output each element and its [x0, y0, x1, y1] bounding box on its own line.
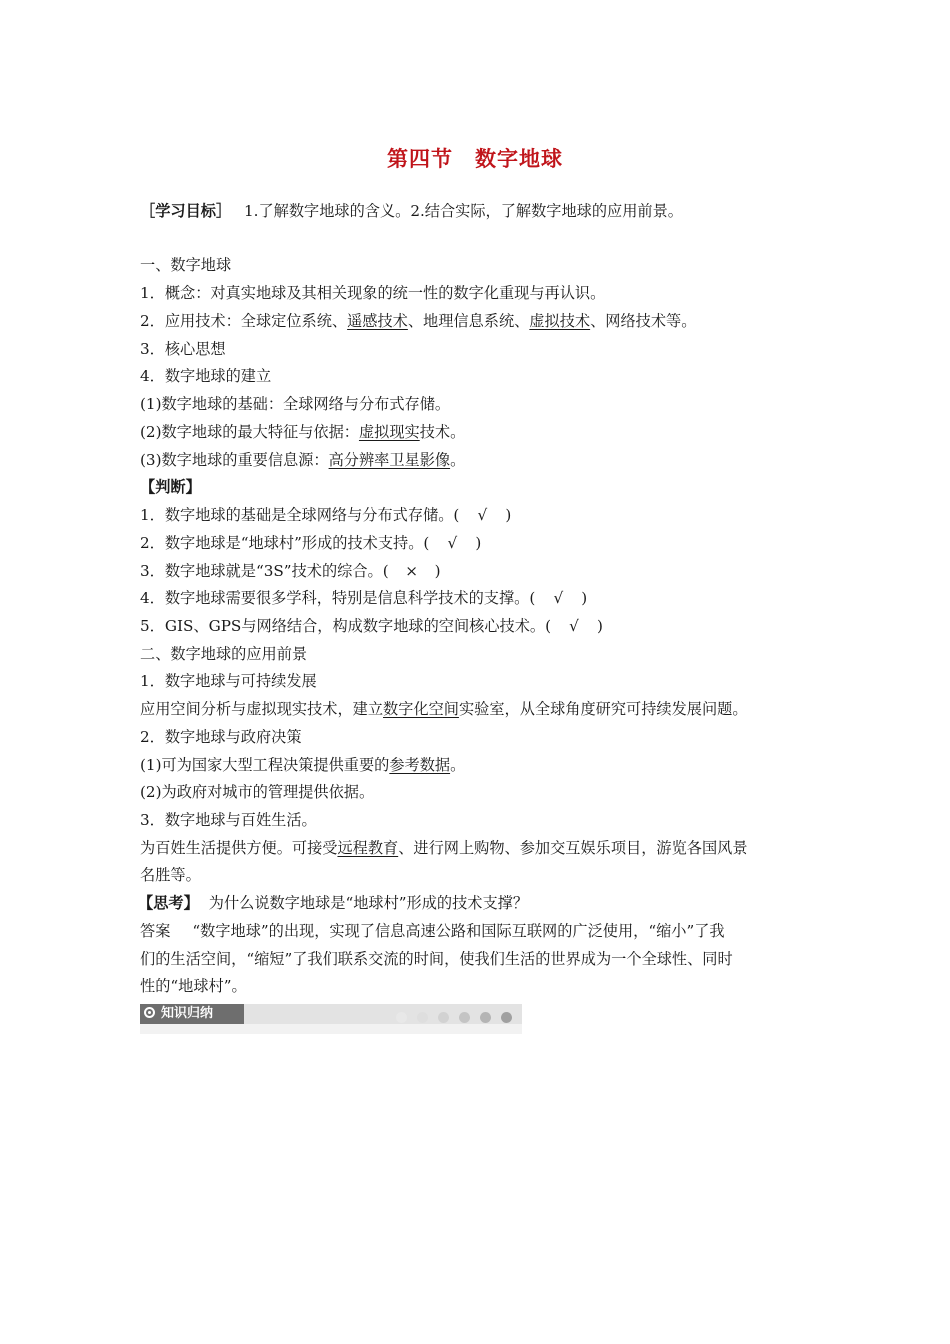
objectives-label: ［学习目标］ [140, 202, 232, 220]
judge-item [140, 533, 481, 553]
government-sub-1 [140, 755, 465, 775]
paren: ) [581, 589, 588, 607]
answer-line-2: 们的生活空间，“缩短”了我们联系交流的时间，使我们生活的世界成为一个全球性、同时 [140, 950, 733, 968]
check-mark: √ [447, 534, 458, 552]
daily-life-body-cont: 名胜等。 [140, 866, 201, 884]
objectives-text: 1.了解数字地球的含义。2.结合实际，了解数字地球的应用前景。 [243, 202, 683, 220]
check-mark: √ [477, 506, 488, 524]
sub-item-2 [140, 422, 465, 442]
underlined-answer: 虚拟技术 [529, 312, 591, 330]
answer-label: 答案 [140, 922, 171, 940]
dot-icon [438, 1012, 449, 1023]
judge-item [140, 505, 511, 525]
text-span: 、进行网上购物、参加交互娱乐项目，游览各国风景 [398, 839, 748, 857]
knowledge-summary-banner [140, 1004, 522, 1034]
paren: ) [475, 534, 482, 552]
judge-text: 1．数字地球的基础是全球网络与分布式存储。( [140, 506, 460, 524]
dot-icon [501, 1012, 512, 1023]
judge-item [140, 561, 441, 581]
dot-icon [459, 1012, 470, 1023]
text-span: 、地理信息系统、 [407, 312, 530, 330]
dot-icon [396, 1012, 407, 1023]
underlined-answer: 远程教育 [337, 839, 399, 857]
banner-shadow [140, 1024, 522, 1034]
check-mark: √ [569, 617, 579, 635]
sustainability-body [140, 699, 748, 719]
text-span: 为百姓生活提供方便。可接受 [140, 839, 338, 857]
judge-item [140, 616, 603, 636]
section-heading-1: 一、数字地球 [140, 256, 232, 274]
text-span: 。 [450, 756, 466, 774]
text-span: 实验室，从全球角度研究可持续发展问题。 [458, 700, 748, 718]
text-span: 、网络技术等。 [590, 312, 697, 330]
judge-label: 【判断】 [140, 478, 201, 496]
sustainability-item: 1．数字地球与可持续发展 [140, 672, 317, 690]
page-title: 第四节 数字地球 [387, 147, 563, 171]
banner-label [140, 1004, 244, 1024]
core-idea-item: 3．核心思想 [140, 340, 226, 358]
banner-text: 知识归纳 [161, 1006, 214, 1021]
check-mark: √ [553, 589, 564, 607]
text-span: (3)数字地球的重要信息源： [140, 451, 329, 469]
answer-line-1 [140, 921, 725, 941]
section-heading-2: 二、数字地球的应用前景 [140, 645, 308, 663]
government-sub-2: (2)为政府对城市的管理提供依据。 [140, 783, 375, 801]
underlined-answer: 遥感技术 [347, 312, 408, 330]
question-text: 为什么说数字地球是“地球村”形成的技术支撑？ [208, 894, 529, 912]
technology-item [140, 311, 696, 331]
dot-icon [480, 1012, 491, 1023]
underlined-answer: 参考数据 [389, 756, 451, 774]
underlined-answer: 高分辨率卫星影像 [328, 451, 451, 469]
concept-item: 1．概念：对真实地球及其相关现象的统一性的数字化重现与再认识。 [140, 284, 606, 302]
text-span: 应用空间分析与虚拟现实技术，建立 [140, 700, 383, 718]
establishment-item: 4．数字地球的建立 [140, 367, 272, 385]
judge-item [140, 588, 587, 608]
paren: ) [505, 506, 512, 524]
text-span: (1)可为国家大型工程决策提供重要的 [140, 756, 390, 774]
sub-item-3 [140, 450, 465, 470]
answer-line-3: 性的“地球村”。 [140, 977, 247, 995]
text-span: (2)数字地球的最大特征与依据： [140, 423, 359, 441]
underlined-answer: 虚拟现实 [358, 423, 420, 441]
judge-text: 2．数字地球是“地球村”形成的技术支持。( [140, 534, 430, 552]
paren: ) [597, 617, 603, 635]
think-label: 【思考】 [138, 894, 199, 912]
learning-objectives [140, 201, 683, 221]
sub-item-1: (1)数字地球的基础：全球网络与分布式存储。 [140, 395, 451, 413]
text-span: 。 [450, 451, 466, 469]
government-item: 2．数字地球与政府决策 [140, 728, 302, 746]
paren: ) [434, 562, 441, 580]
judge-text: 3．数字地球就是“3S”技术的综合。( [140, 562, 389, 580]
daily-life-body [140, 838, 748, 858]
text-span: 2．应用技术：全球定位系统、 [140, 312, 348, 330]
judge-text: 5．GIS、GPS与网络结合，构成数字地球的空间核心技术。( [140, 617, 552, 635]
text-span: 技术。 [419, 423, 466, 441]
cross-mark: × [405, 562, 418, 580]
answer-text: “数字地球”的出现，实现了信息高速公路和国际互联网的广泛使用，“缩小”了我 [192, 922, 725, 940]
decorative-dots [386, 1008, 512, 1020]
daily-life-item: 3．数字地球与百姓生活。 [140, 811, 317, 829]
think-question [138, 893, 528, 913]
target-icon [144, 1007, 155, 1018]
underlined-answer: 数字化空间 [383, 700, 459, 718]
dot-icon [417, 1012, 428, 1023]
judge-text: 4．数字地球需要很多学科，特别是信息科学技术的支撑。( [140, 589, 536, 607]
